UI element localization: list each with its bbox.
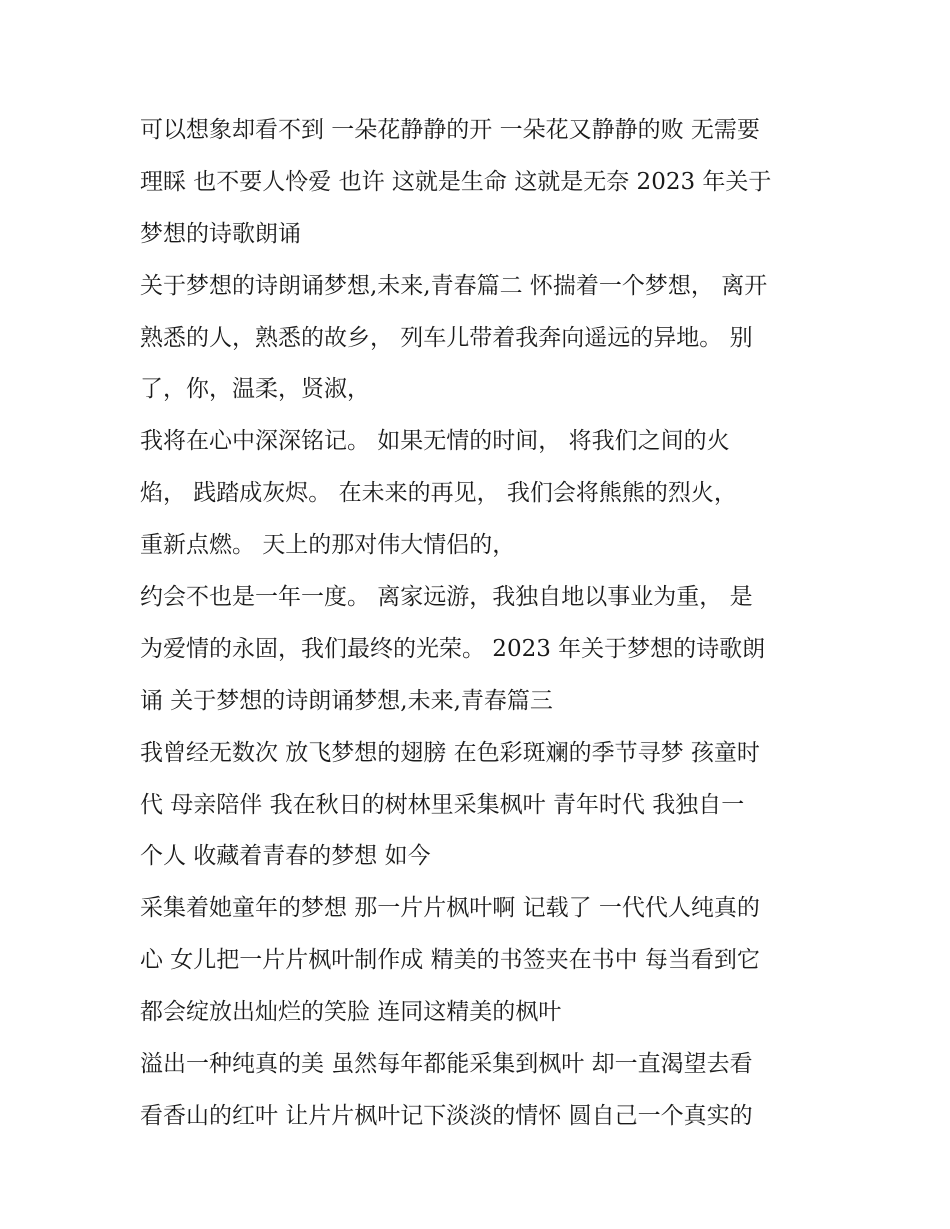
text-line: 可以想象却看不到 一朵花静静的开 一朵花又静静的败 无需要	[140, 117, 760, 143]
text-line: 焰， 践踏成灰烬。 在未来的再见， 我们会将熊熊的烈火，	[140, 480, 737, 507]
text-line: 梦想的诗歌朗诵	[140, 220, 301, 247]
text-line: 理睬 也不要人怜爱 也许 这就是生命 这就是无奈 2023 年关于	[140, 168, 772, 195]
text-line: 都会绽放出灿烂的笑脸 连同这精美的枫叶	[140, 999, 562, 1026]
text-line: 关于梦想的诗朗诵梦想,未来,青春篇二 怀揣着一个梦想， 离开	[140, 272, 768, 299]
text-line: 熟悉的人，熟悉的故乡， 列车儿带着我奔向遥远的异地。 别	[140, 324, 753, 351]
text-line: 个人 收藏着青春的梦想 如今	[140, 843, 431, 870]
text-line: 溢出一种纯真的美 虽然每年都能采集到枫叶 却一直渴望去看	[140, 1051, 753, 1078]
text-line: 心 女儿把一片片枫叶制作成 精美的书签夹在书中 每当看到它	[140, 947, 760, 974]
text-line: 约会不也是一年一度。 离家远游，我独自地以事业为重， 是	[140, 584, 753, 611]
text-line: 采集着她童年的梦想 那一片片枫叶啊 记载了 一代代人纯真的	[140, 895, 760, 922]
text-line: 看香山的红叶 让片片枫叶记下淡淡的情怀 圆自己一个真实的	[140, 1102, 753, 1129]
text-line: 为爱情的永固，我们最终的光荣。 2023 年关于梦想的诗歌朗	[140, 635, 766, 662]
text-line: 代 母亲陪伴 我在秋日的树林里采集枫叶 青年时代 我独自一	[140, 791, 745, 818]
text-line: 了，你，温柔，贤淑，	[140, 376, 370, 403]
text-line: 我将在心中深深铭记。 如果无情的时间， 将我们之间的火	[140, 428, 730, 455]
text-line: 诵 关于梦想的诗朗诵梦想,未来,青春篇三	[140, 687, 553, 714]
text-line: 重新点燃。 天上的那对伟大情侣的，	[140, 532, 516, 559]
text-line: 我曾经无数次 放飞梦想的翅膀 在色彩斑斓的季节寻梦 孩童时	[140, 739, 760, 766]
poem-text-block	[140, 108, 820, 1146]
